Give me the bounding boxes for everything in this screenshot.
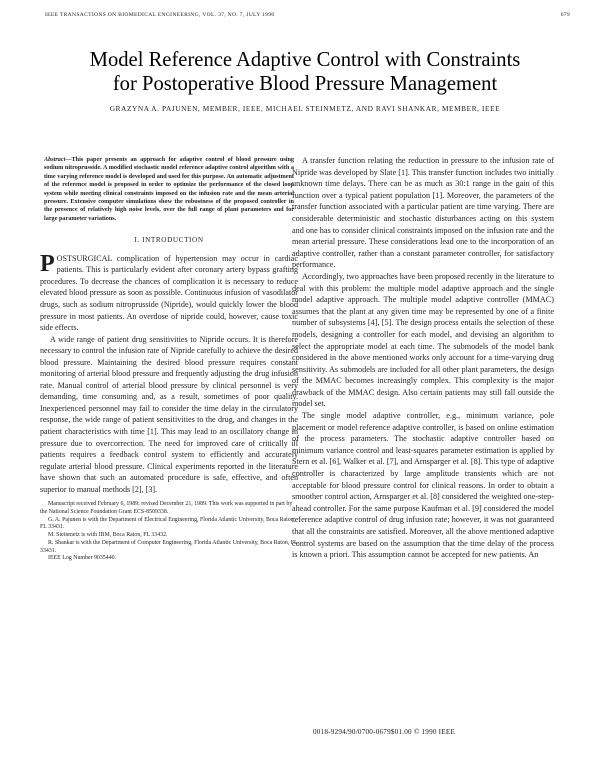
author-list: GRAZYNA A. PAJUNEN, MEMBER, IEEE, MICHAEL STEINMETZ, AND RAVI SHANKAR, MEMBER, IEEE (109, 104, 501, 113)
footnote-received: Manuscript received February 6, 1989; revised December 21, 1989. This work was supported in part by the National Science Foundation Grant ECS-8509338. (40, 501, 293, 515)
right-paragraph-1: A transfer function relating the reduction in pressure to the infusion rate of Nipride was developed by Slate [1]. This transfer function includes two initially unknown time delays. There can be as much as 30:1 range in the gain of this function over a typical patient population [1]. Moreover, the parameters of the transfer function associated with a particular patient are time varying. There are considerable deterministic and stochastic disturbances acting on this system and one has to consider clinical constraints imposed on the infusion rate and the mean arterial pressure. These considerations lead one to the incorporation of an adaptive controller, rather than a constant parameter controller, for satisfactory performance. (292, 156, 554, 270)
abstract-text: This paper presents an approach for adaptive control of blood pressure using sodium nitroprusside. A modified stochastic model reference adaptive control algorithm with a time varying reference model is developed and used for this purpose. An automatic adjustment of the reference model is proposed in order to optimize the performance of the closed loop system while meeting clinical constraints imposed on the infusion rate and the mean arterial pressure. Extensive computer simulations show the robustness of the proposed controller in the presence of relatively high noise levels, over the full range of plant parameters and for large parameter variations. (44, 156, 294, 222)
abstract (44, 156, 294, 223)
footnote-author-1: G. A. Pajunen is with the Department of Electrical Engineering, Florida Atlantic University, Boca Raton, FL 33431. (40, 516, 296, 531)
page-number: 679 (560, 12, 570, 18)
left-column (40, 152, 298, 563)
paper-title (40, 48, 570, 96)
intro-paragraph-2: A wide range of patient drug sensitivities to Nipride occurs. It is therefore necessary to control the infusion rate of Nipride carefully to achieve the desired blood pressure. Maintaining the desired blood pressure requires constant monitoring of arterial blood pressure and frequently adjusting the drug infusion rate. Manual control of arterial blood pressure by clinical personnel is very demanding, time consuming and, as a result, sometimes of poor quality. Inexperienced personnel may fail to consider the time delay in the circulatory response, the wide range of patient sensitivities to the drug, and changes in the patient characteristics with time [1]. This may lead to an oscillatory change in pressure due to overcorrection. The need for improved care of critically ill patients requires a feedback control system to efficiently and accurately regulate arterial blood pressure. Clinical experiments reported in the literature have shown that such an automated procedure is safe, effective, and often superior to manual methods [2], [3]. (40, 334, 299, 494)
running-header (45, 12, 570, 18)
footnotes (40, 501, 298, 563)
title-line-1: Model Reference Adaptive Control with Constraints (89, 49, 521, 71)
abstract-label: Abstract— (44, 156, 72, 163)
footnote-log-number: IEEE Log Number 9035440. (48, 555, 117, 562)
copyright-code: 0018-9294/90/0700-0679$01.00 © 1990 IEEE (313, 728, 456, 736)
title-line-2: for Postoperative Blood Pressure Management (112, 73, 498, 95)
drop-cap: P (40, 250, 55, 277)
intro-paragraph-1-text: OSTSURGICAL complication of hypertension may occur in cardiac patients. This is particularly evident after coronary artery bypass grafting procedures. To decrease the chances of complication it is necessary to reduce elevated blood pressure as soon as possible. Continuous infusion of vasodilator drugs, such as sodium nitroprusside (Nipride), would quickly lower the blood pressure in most patients. An overdose of nipride could, however, cause toxic side effects. (40, 253, 298, 333)
journal-citation: IEEE TRANSACTIONS ON BIOMEDICAL ENGINEERING, VOL. 37, NO. 7, JULY 1990 (45, 12, 275, 18)
right-paragraph-3: The single model adaptive controller, e.g., minimum variance, pole placement or model reference adaptive controller, is based on online estimation of the process parameters. The stochastic adaptive controller based on minimum variance control and least-squares parameter estimation is applied by Stern et al. [6], Walker et al. [7], and Arnsparger et al. [8]. This type of adaptive controller is characterized by large amplitude transients which are not acceptable for blood pressure control for clinical reasons. In order to obtain a smoother control action, Arnsparger et al. [8] considered the weighted one-step-ahead controller. For the same purpose Kaufman et al. [9] considered the model reference adaptive control of drug infusion rate; however, it was not guaranteed that all the constraints are satisfied. Moreover, all the above mentioned adaptive control systems are based on the assumption that the time delay of the process is known a priori. This assumption cannot be accepted for new patients. An (292, 411, 554, 560)
intro-paragraph-1 (40, 250, 298, 334)
footnote-author-3: R. Shankar is with the Department of Computer Engineering, Florida Atlantic University, Boca Raton, FL 33431. (40, 539, 298, 554)
right-column (292, 155, 554, 561)
section-heading-introduction: I. INTRODUCTION (134, 236, 204, 245)
footnote-author-2: M. Steinmetz is with IBM, Boca Raton, FL 33432. (48, 532, 168, 539)
right-paragraph-2: Accordingly, two approaches have been proposed recently in the literature to deal with this problem: the multiple model adaptive approach and the single model adaptive approach. The multiple model adaptive controller (MMAC) assumes that the plant at any given time may be represented by one of a finite number of subsystems [4], [5]. The design process entails the selection of these models, designing a controller for each model, and devising an algorithm to select the appropriate model at each time. The submodels of the model bank considered in the above mentioned works only account for a time-varying drug sensitivity. As submodels are included for all other plant parameters, the design of the MMAC becomes increasingly complex. This complexity is the major drawback of the MMAC design. Also certain patients may still fall outside the model set. (292, 271, 554, 409)
